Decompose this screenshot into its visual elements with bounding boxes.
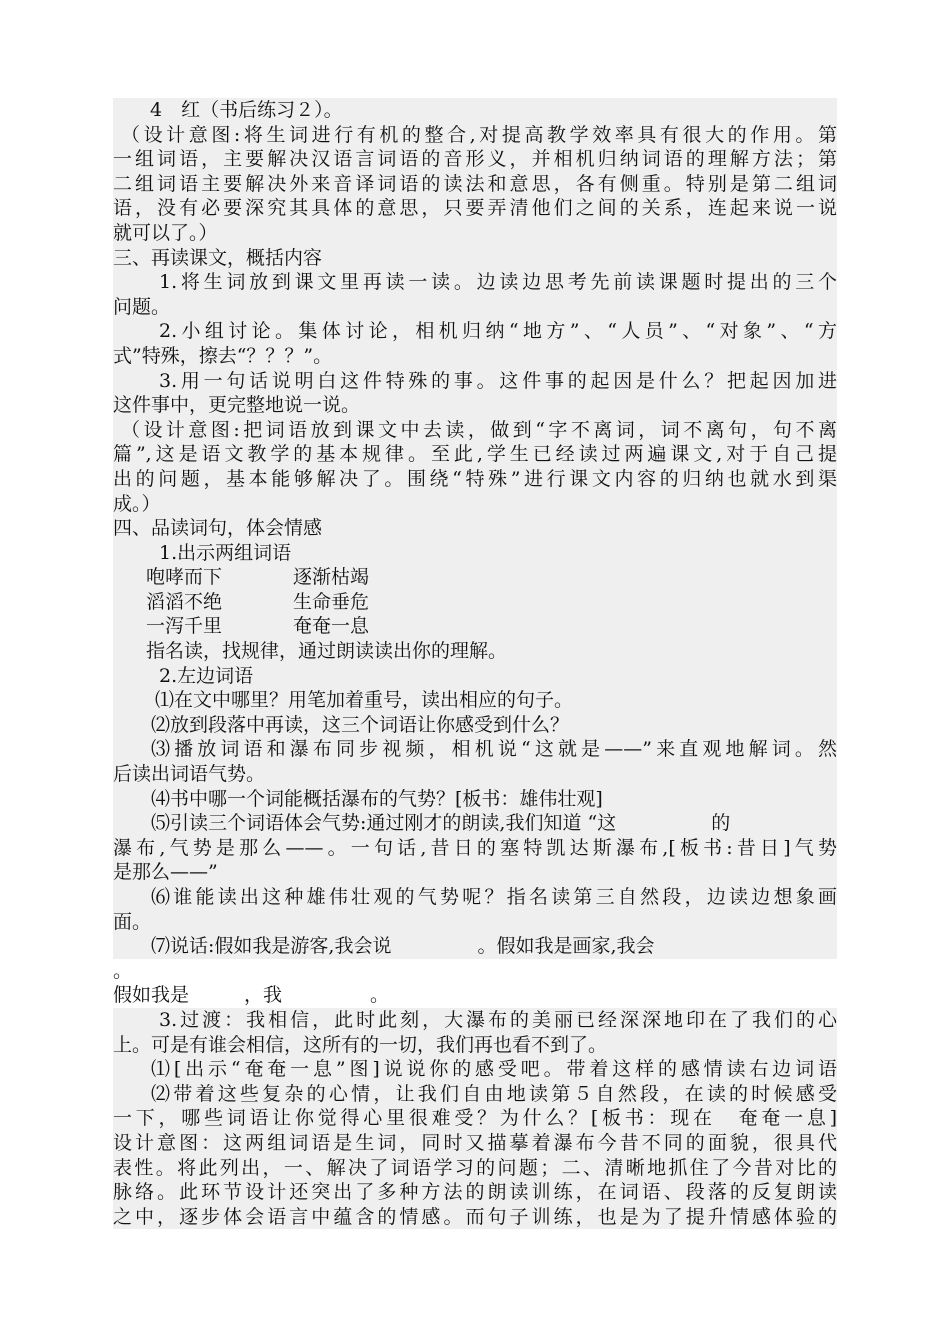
- text-line: （设计意图:将生词进行有机的整合,对提高教学效率具有很大的作用。第: [121, 123, 837, 146]
- word-left: 滔滔不绝: [146, 590, 223, 613]
- text-line: 面。: [113, 910, 152, 933]
- text-line: [113, 811, 837, 836]
- text-line: 这件事中，更完整地说一说。: [113, 394, 361, 417]
- text-segment: 假如我是: [113, 984, 190, 1007]
- text-line: 二组词语主要解决外来音译词语的读法和意思，各有侧重。特别是第二组词: [113, 172, 837, 195]
- word-row: [113, 590, 837, 615]
- text-line: 是那么——”: [113, 861, 218, 884]
- text-line: 语，没有必要深究其具体的意思，只要弄清他们之间的关系，连起来说一说: [113, 197, 837, 220]
- text-line: 。: [113, 959, 837, 984]
- section-heading: 四、品读词句，体会情感: [113, 517, 323, 540]
- text-line: 就可以了。）: [113, 221, 218, 244]
- text-line: 之中，逐步体会语言中蕴含的情感。而句子训练，也是为了提升情感体验的: [113, 1205, 837, 1228]
- text-line: 1.出示两组词语: [159, 541, 292, 564]
- word-right: 奄奄一息: [293, 615, 370, 638]
- text-line: 一下，哪些词语让你觉得心里很难受？为什么？[板书：现在 奄奄一息]: [113, 1107, 837, 1130]
- text-line: ⑶播放词语和瀑布同步视频，相机说“这就是——”来直观地解词。然: [151, 738, 837, 761]
- word-row: [113, 565, 837, 590]
- word-row: [113, 614, 837, 639]
- text-line: [113, 934, 837, 959]
- text-line: 上。可是有谁会相信，这所有的一切，我们再也看不到了。: [113, 1033, 608, 1056]
- text-line: ⑹谁能读出这种雄伟壮观的气势呢？指名读第三自然段，边读边想象画: [151, 886, 837, 908]
- text-segment: ，我: [244, 984, 283, 1007]
- text-line: 2.左边词语: [159, 664, 254, 687]
- word-left: 一泻千里: [146, 615, 223, 638]
- text-segment: 的: [711, 812, 731, 835]
- text-line: 3.过渡：我相信，此时此刻，大瀑布的美丽已经深深地印在了我们的心: [159, 1008, 837, 1031]
- text-line: ⑵带着这些复杂的心情，让我们自由地读第５自然段，在读的时候感受: [151, 1082, 837, 1105]
- word-right: 生命垂危: [293, 590, 370, 613]
- text-line: （设计意图:把词语放到课文中去读，做到“字不离词，词不离句，句不离: [121, 418, 837, 441]
- text-line: 设计意图：这两组词语是生词，同时又描摹着瀑布今昔不同的面貌，很具代: [113, 1131, 837, 1154]
- text-line: 表性。将此列出，一、解决了词语学习的问题；二、清晰地抓住了今昔对比的: [113, 1156, 837, 1179]
- text-line: 一组词语，主要解决汉语言词语的音形义，并相机归纳词语的理解方法；第: [113, 148, 837, 171]
- text-line: 出的问题，基本能够解决了。围绕“特殊”进行课文内容的归纳也就水到渠: [113, 467, 837, 490]
- word-right: 逐渐枯竭: [293, 566, 370, 589]
- text-line: ⑵放到段落中再读，这三个词语让你感受到什么？: [151, 713, 570, 736]
- text-segment: 。假如我是画家,我会: [477, 935, 655, 958]
- text-line: 瀑布,气势是那么——。一句话,昔日的塞特凯达斯瀑布,[板书:昔日]气势: [113, 836, 837, 859]
- text-line: 式”特殊，擦去“？？？”。: [113, 344, 333, 367]
- text-line: 脉络。此环节设计还突出了多种方法的朗读训练，在词语、段落的反复朗读: [113, 1181, 837, 1204]
- text-line: 篇”,这是语文教学的基本规律。至此,学生已经读过两遍课文,对于自己提: [113, 443, 837, 466]
- document-body: [113, 98, 837, 1229]
- text-line: 问题。: [113, 295, 171, 318]
- text-line: [113, 983, 837, 1008]
- text-segment: ⑸引读三个词语体会气势:通过刚才的朗读,我们知道 “这: [151, 812, 617, 835]
- text-line: 3.用一句话说明白这件特殊的事。这件事的起因是什么？把起因加进: [159, 369, 837, 392]
- text-line: 指名读，找规律，通过朗读读出你的理解。: [146, 640, 508, 663]
- word-left: 咆哮而下: [146, 566, 223, 589]
- text-line: ⑴[出示“奄奄一息”图]说说你的感受吧。带着这样的感情读右边词语: [151, 1058, 837, 1081]
- text-line: 4 红（书后练习２）。: [150, 99, 343, 121]
- text-line: ⑷书中哪一个词能概括瀑布的气势？[板书：雄伟壮观]: [151, 787, 603, 810]
- text-line: ⑴在文中哪里？用笔加着重号，读出相应的句子。: [155, 689, 574, 712]
- section-heading: 三、再读课文，概括内容: [113, 246, 323, 269]
- text-line: 2.小组讨论。集体讨论，相机归纳“地方”、“人员”、“对象”、“方: [159, 320, 837, 343]
- text-segment: ⑺说话:假如我是游客,我会说: [151, 935, 392, 958]
- text-line: 成。）: [113, 492, 161, 515]
- text-line: 1.将生词放到课文里再读一读。边读边思考先前读课题时提出的三个: [159, 271, 837, 294]
- text-line: 后读出词语气势。: [113, 763, 266, 786]
- text-segment: 。: [370, 984, 390, 1007]
